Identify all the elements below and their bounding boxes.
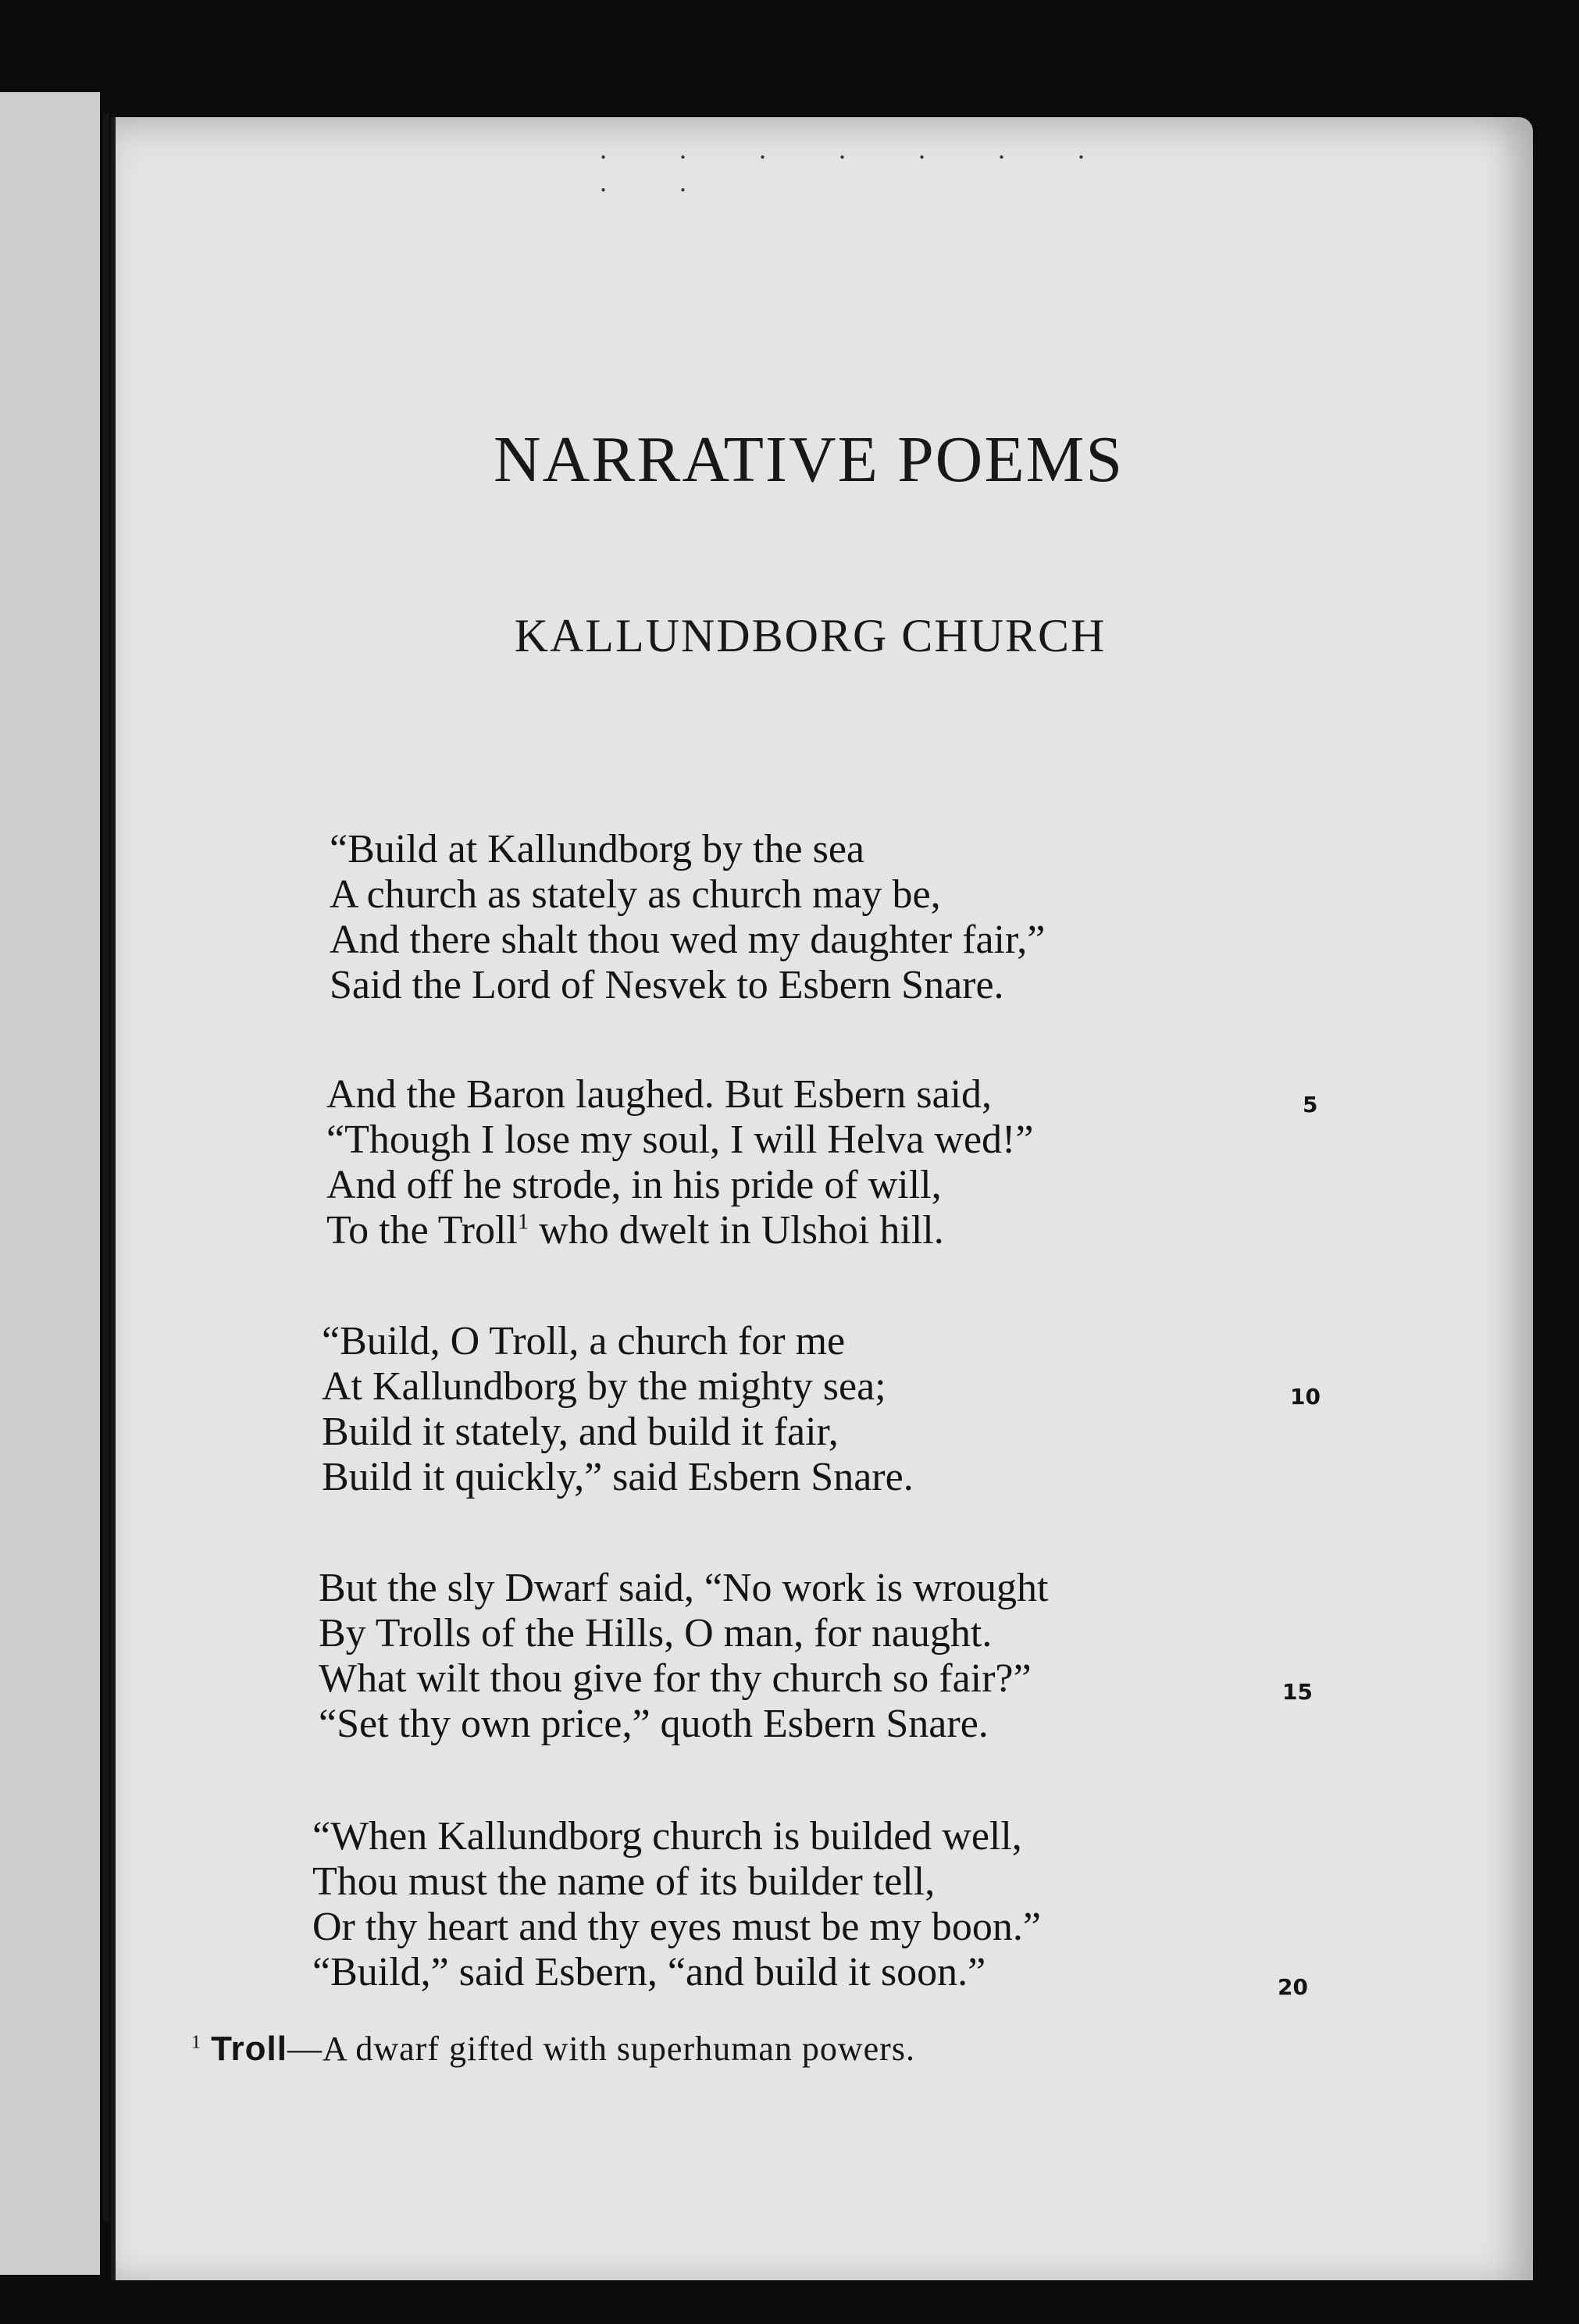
poem-line: At Kallundborg by the mighty sea; xyxy=(322,1364,886,1409)
footnote xyxy=(191,2029,915,2069)
line-number: 15 xyxy=(1282,1679,1313,1705)
poem-title: KALLUNDBORG CHURCH xyxy=(514,610,1107,661)
line-text-rest: who dwelt in Ulshoi hill. xyxy=(529,1208,944,1253)
poem-line: Build it stately, and build it fair, xyxy=(322,1410,839,1454)
poem-line: And there shalt thou wed my daughter fair,” xyxy=(330,918,1046,962)
poem-line: And off he strode, in his pride of will, xyxy=(326,1163,942,1207)
poem-line: “Build,” said Esbern, “and build it soon.” xyxy=(312,1950,986,1994)
top-specks: . . . . . . . . . xyxy=(600,134,1117,198)
poem-line: A church as stately as church may be, xyxy=(330,872,941,917)
poem-line xyxy=(326,1207,944,1253)
poem-line: “Set thy own price,” quoth Esbern Snare. xyxy=(319,1702,989,1746)
footnote-marker: 1 xyxy=(191,2031,202,2053)
poem-line: But the sly Dwarf said, “No work is wrought xyxy=(319,1566,1049,1610)
line-number: 5 xyxy=(1303,1092,1318,1117)
poem-line: What wilt thou give for thy church so fair?” xyxy=(319,1656,1032,1701)
poem-line: “Build at Kallundborg by the sea xyxy=(330,827,865,872)
line-text: To the Troll xyxy=(326,1208,518,1253)
poem-line: And the Baron laughed. But Esbern said, xyxy=(326,1072,993,1117)
poem-line: Build it quickly,” said Esbern Snare. xyxy=(322,1455,914,1499)
footnote-text: —A dwarf gifted with superhuman powers. xyxy=(287,2030,915,2068)
poem-line: Or thy heart and thy eyes must be my boon.” xyxy=(312,1905,1041,1949)
footnote-term: Troll xyxy=(211,2030,287,2068)
line-number: 10 xyxy=(1290,1384,1321,1410)
poem-line: “Build, O Troll, a church for me xyxy=(322,1319,846,1363)
previous-page-edge xyxy=(0,92,100,2275)
line-number: 20 xyxy=(1278,1974,1308,2000)
poem-line: “When Kallundborg church is builded well, xyxy=(312,1814,1022,1859)
poem-line: By Trolls of the Hills, O man, for naught. xyxy=(319,1611,993,1656)
poem-line: Thou must the name of its builder tell, xyxy=(312,1859,936,1904)
footnote-reference: 1 xyxy=(517,1210,529,1235)
book-title: NARRATIVE POEMS xyxy=(493,423,1125,496)
poem-line: “Though I lose my soul, I will Helva wed!” xyxy=(326,1117,1034,1162)
poem-line: Said the Lord of Nesvek to Esbern Snare. xyxy=(330,963,1004,1007)
